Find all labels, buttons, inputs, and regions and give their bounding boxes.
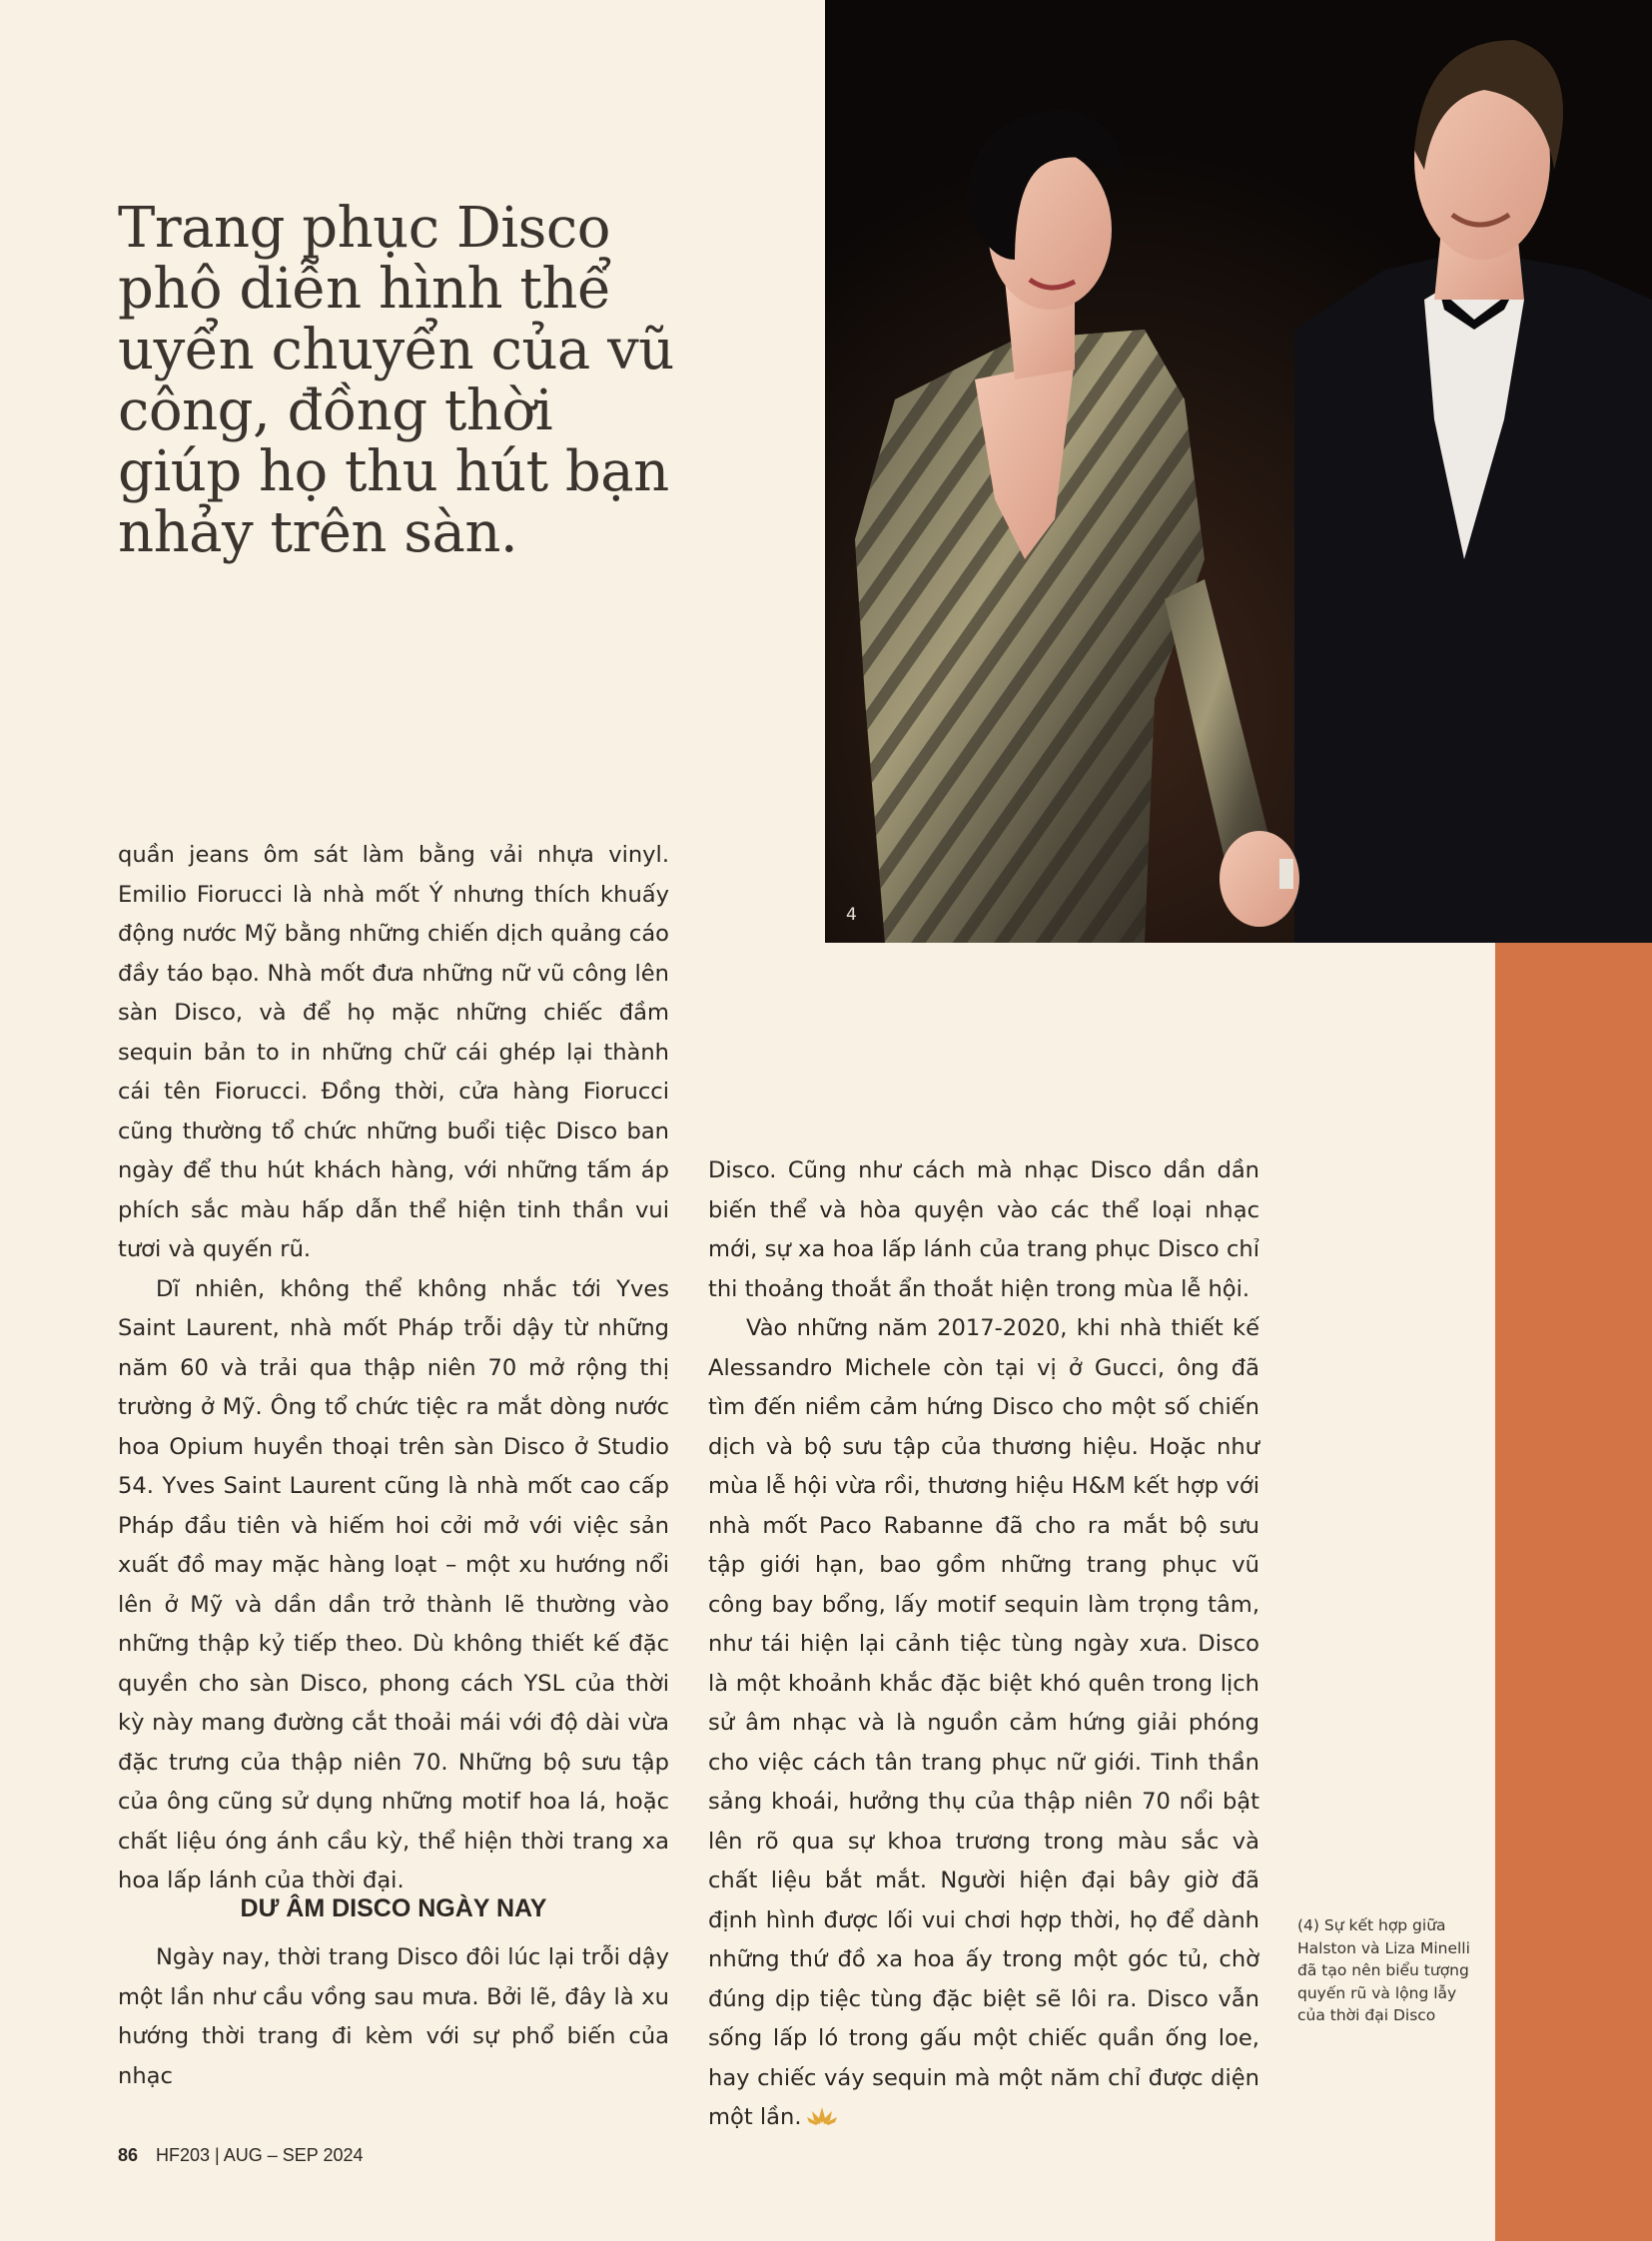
photo-halston-liza-minelli: [825, 0, 1652, 943]
page-number: 86: [118, 2145, 139, 2165]
photo-caption: (4) Sự kết hợp giữa Halston và Liza Minelli đã tạo nên biểu tượng quyến rũ và lộng lẫy của thời đại Disco: [1297, 1916, 1470, 2024]
page-footer: [118, 2145, 364, 2166]
body-column-right: [708, 1151, 1259, 2138]
photo-number: 4: [846, 905, 857, 925]
paragraph-text: Vào những năm 2017-2020, khi nhà thiết kế Alessandro Michele còn tại vị ở Gucci, ông đã tìm đến niềm cảm hứng Disco cho một số chiến dịch và bộ sưu tập của thương hiệu. Hoặc như mùa lễ hội vừa rồi, thương hiệu H&M kết hợp với nhà mốt Paco Rabanne đã cho ra mắt bộ sưu tập giới hạn, bao gồm những trang phục vũ công bay bổng, lấy motif sequin làm trọng tâm, như tái hiện lại cảnh tiệc tùng ngày xưa. Disco là một khoảnh khắc đặc biệt khó quên trong lịch sử âm nhạc và là nguồn cảm hứng giải phóng cho việc cách tân trang phục nữ giới. Tinh thần sảng khoái, hưởng thụ của thập niên 70 nổi bật lên rõ qua sự khoa trương trong màu sắc và chất liệu bắt mắt. Người hiện đại bây giờ đã định hình được lối vui chơi hợp thời, họ để dành những thứ đồ xa hoa ấy trong một góc tủ, chờ đúng dịp tiệc tùng đặc biệt sẽ lôi ra. Disco vẫn sống lấp ló trong gấu một chiếc quần ống loe, hay chiếc váy sequin mà một năm chỉ được diện một lần.: [708, 1315, 1259, 2130]
paragraph: quần jeans ôm sát làm bằng vải nhựa vinyl. Emilio Fiorucci là nhà mốt Ý nhưng thích khuấy động nước Mỹ bằng những chiến dịch quảng cáo đầy táo bạo. Nhà mốt đưa những nữ vũ công lên sàn Disco, và để họ mặc những chiếc đầm sequin bản to in những chữ cái ghép lại thành cái tên Fiorucci. Đồng thời, cửa hàng Fiorucci cũng thường tổ chức những buổi tiệc Disco ban ngày để thu hút khách hàng, với những tấm áp phích sắc màu hấp dẫn thể hiện tinh thần vui tươi và quyến rũ.: [118, 842, 669, 1262]
body-column-left-top: [118, 836, 669, 1901]
accent-strip: [1495, 943, 1652, 2241]
section-heading: DƯ ÂM DISCO NGÀY NAY: [240, 1894, 547, 1922]
issue-info: HF203 | AUG – SEP 2024: [156, 2145, 364, 2165]
paragraph: Dĩ nhiên, không thể không nhắc tới Yves Saint Laurent, nhà mốt Pháp trỗi dậy từ những năm 60 và trải qua thập niên 70 mở rộng thị trường ở Mỹ. Ông tổ chức tiệc ra mắt dòng nước hoa Opium huyền thoại trên sàn Disco ở Studio 54. Yves Saint Laurent cũng là nhà mốt cao cấp Pháp đầu tiên và hiếm hoi cởi mở với việc sản xuất đồ may mặc hàng loạt – một xu hướng nổi lên ở Mỹ và dần dần trở thành lẽ thường vào những thập kỷ tiếp theo. Dù không thiết kế đặc quyền cho sàn Disco, phong cách YSL của thời kỳ này mang đường cắt thoải mái với độ dài vừa đặc trưng của thập niên 70. Những bộ sưu tập của ông cũng sử dụng những motif hoa lá, hoặc chất liệu óng ánh cầu kỳ, thể hiện thời trang xa hoa lấp lánh của thời đại.: [118, 1275, 669, 1893]
pull-quote: Trang phục Disco phô diễn hình thể uyển chuyển của vũ công, đồng thời giúp họ thu hút bạn nhảy trên sàn.: [118, 196, 674, 565]
paragraph: Disco. Cũng như cách mà nhạc Disco dần dần biến thể và hòa quyện vào các thể loại nhạc mới, sự xa hoa lấp lánh của trang phục Disco chỉ thi thoảng thoắt ẩn thoắt hiện trong mùa lễ hội.: [708, 1157, 1259, 1302]
body-column-left-bottom: [118, 1938, 669, 2096]
paragraph: [708, 1309, 1259, 2138]
paragraph: Ngày nay, thời trang Disco đôi lúc lại trỗi dậy một lần như cầu vồng sau mưa. Bởi lẽ, đây là xu hướng thời trang đi kèm với sự phổ biến của nhạc: [118, 1944, 669, 2089]
lotus-end-icon: [806, 2105, 838, 2127]
